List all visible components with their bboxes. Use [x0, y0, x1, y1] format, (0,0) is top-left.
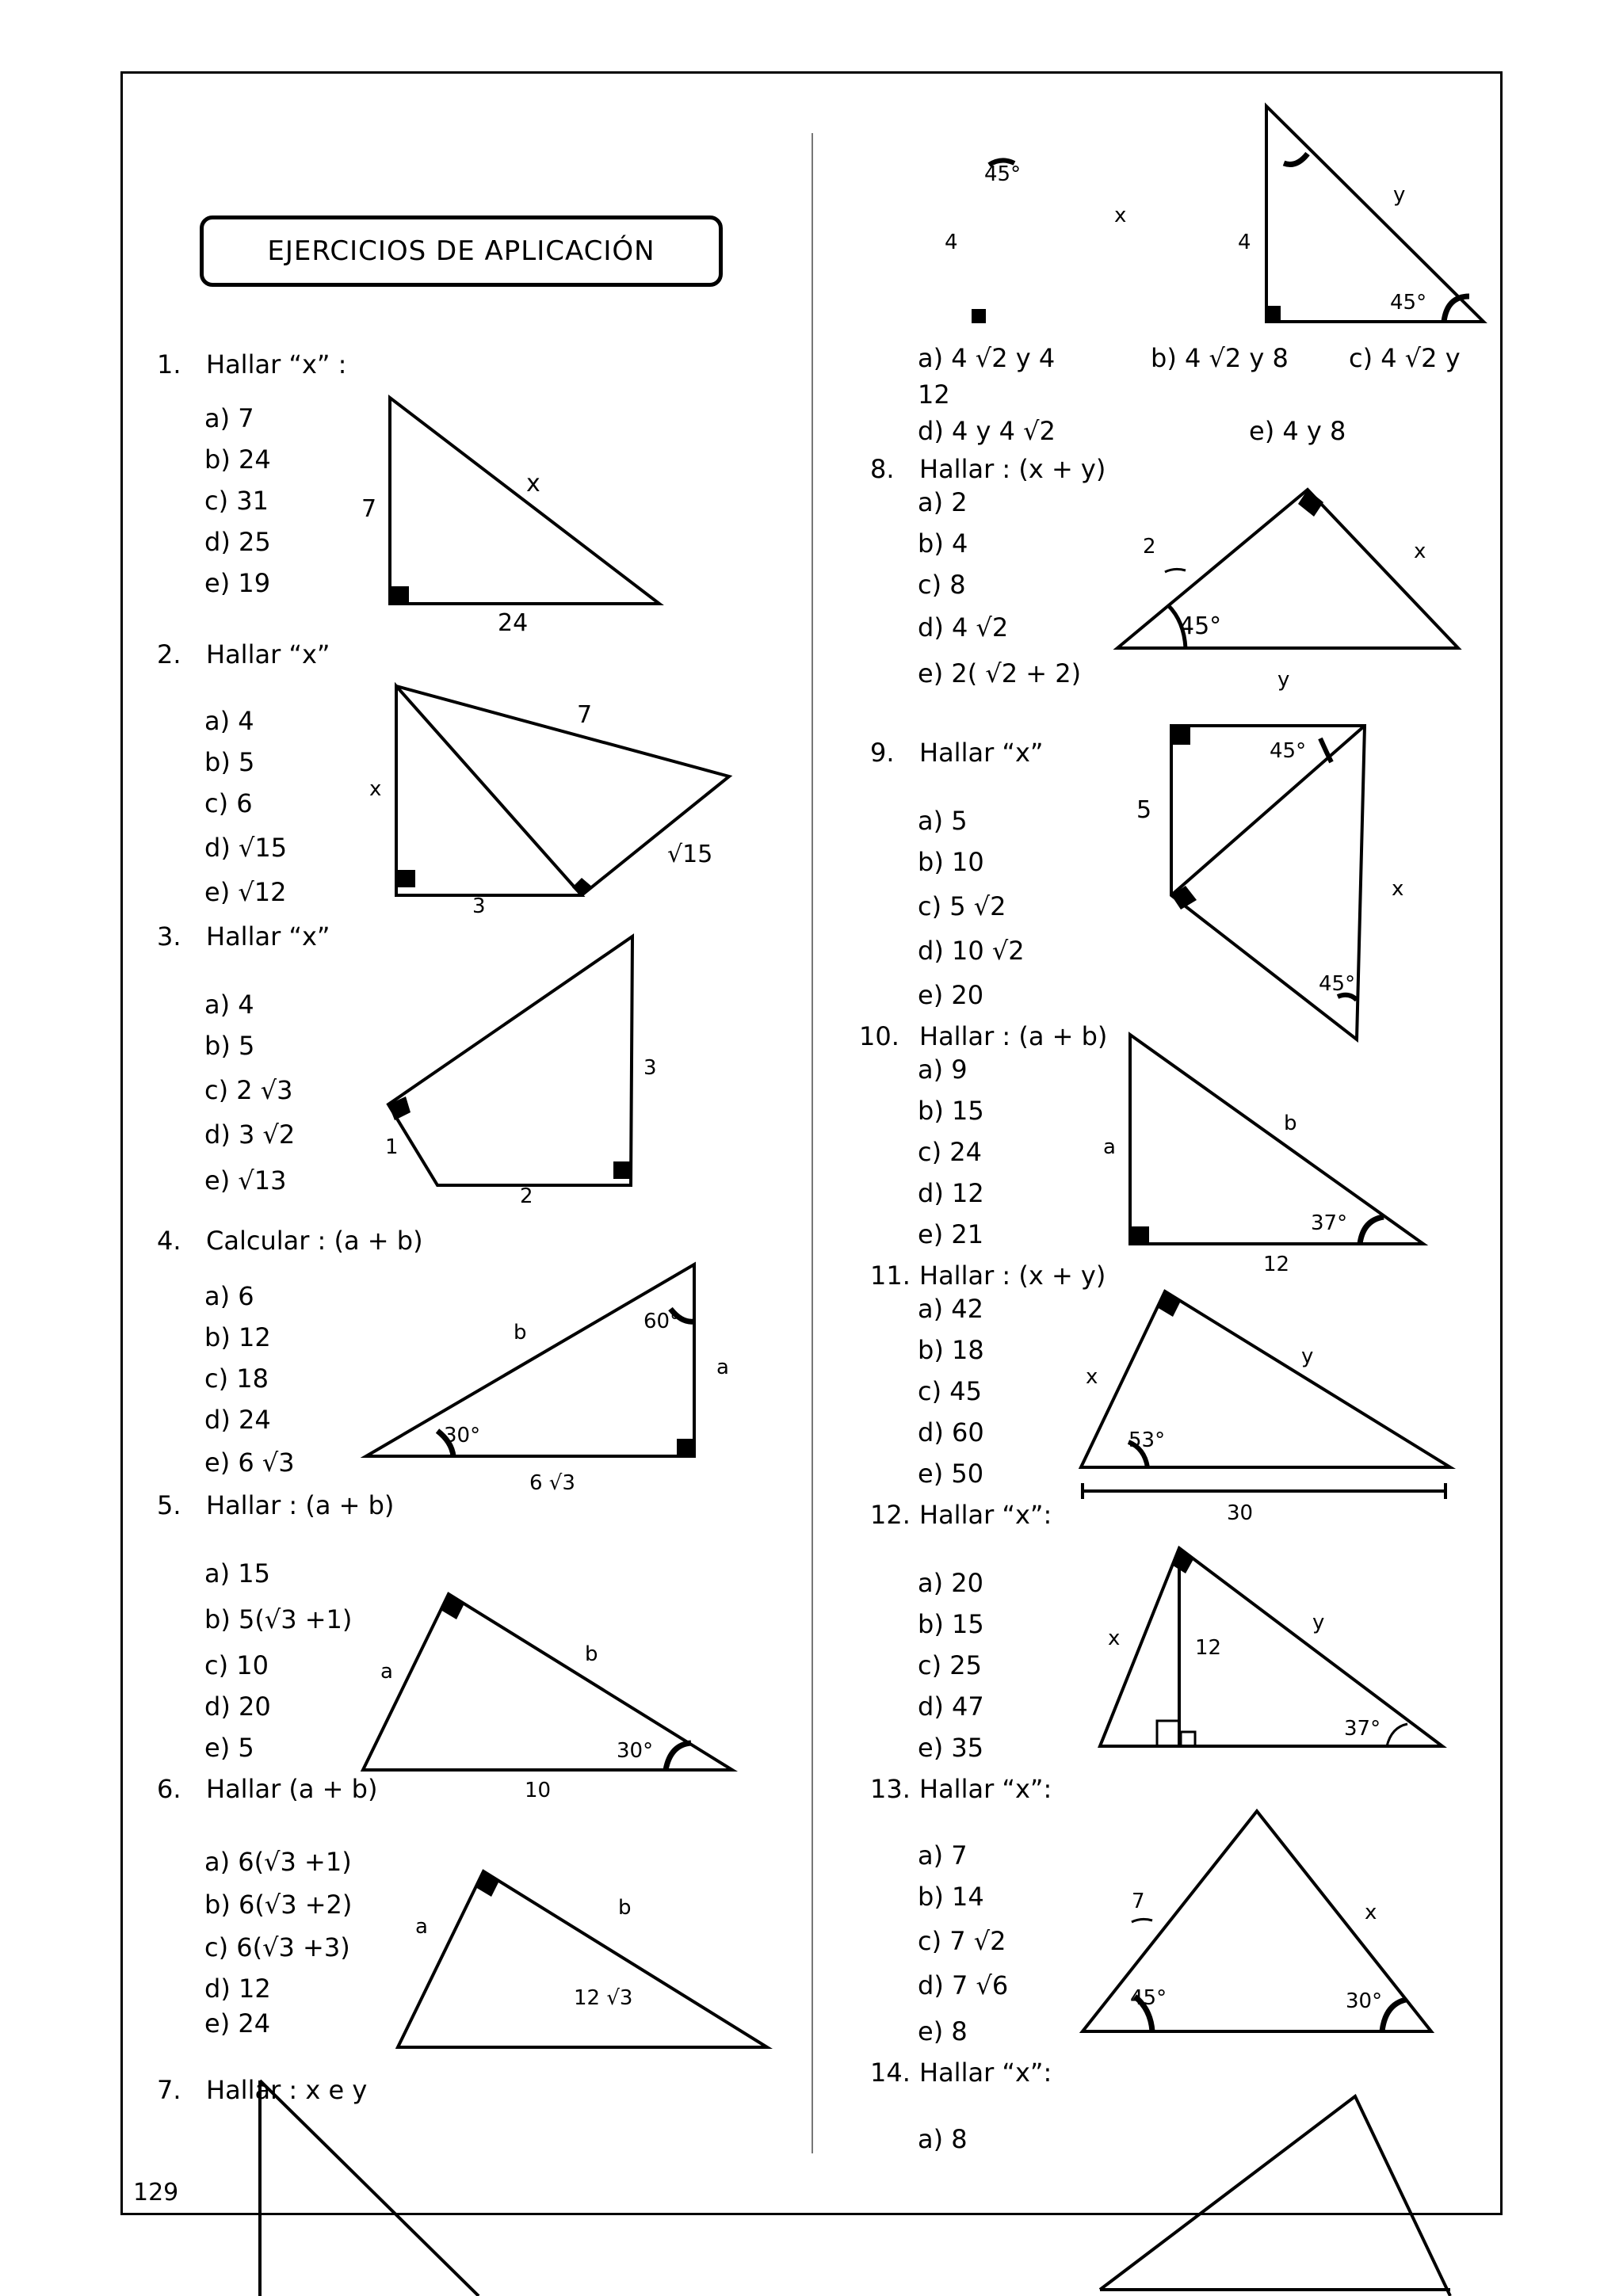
q6-option-d: d) 12: [204, 1974, 271, 2004]
fig12-label-x: x: [1108, 1627, 1121, 1650]
fig13-label-ang1: 45°: [1130, 1986, 1167, 2010]
page-number: 129: [133, 2179, 179, 2206]
fig6-label-inner: 12 √3: [574, 1986, 633, 2010]
q7-option-e: e) 4 y 8: [1249, 416, 1346, 446]
q5-option-d: d) 20: [204, 1691, 271, 1722]
q10-option-b: b) 15: [918, 1096, 984, 1126]
question-10: 10. Hallar : (a + b): [859, 1021, 1108, 1051]
q3-option-e: e) √13: [204, 1165, 287, 1196]
fig10-label-b: b: [1284, 1112, 1297, 1135]
fig7-label-y: y: [1393, 183, 1406, 207]
q4-option-c: c) 18: [204, 1363, 269, 1394]
q12-option-e: e) 35: [918, 1733, 984, 1763]
fig12-label-h: 12: [1195, 1636, 1222, 1660]
fig11-label-bottom: 30: [1227, 1501, 1254, 1525]
fig8-label-x: x: [1414, 540, 1426, 563]
fig8-label-y: y: [1277, 668, 1290, 692]
q12-option-a: a) 20: [918, 1568, 983, 1598]
fig9-label-x: x: [1392, 877, 1404, 901]
fig4-label-b: b: [514, 1321, 527, 1344]
figure-2-triangles: [369, 686, 729, 918]
fig1-label-x: x: [526, 470, 540, 498]
figure-11-triangle: [1081, 1291, 1450, 1525]
question-12: 12. Hallar “x”:: [870, 1500, 1052, 1530]
fig7-label-side: 4: [1238, 231, 1251, 254]
q2-option-d: d) √15: [204, 833, 288, 863]
fig4-label-ang1: 60°: [643, 1310, 681, 1333]
q12-option-b: b) 15: [918, 1609, 984, 1639]
q6-option-e: e) 24: [204, 2008, 271, 2039]
figure-3-quadrilateral: [385, 936, 657, 1208]
fig8-label-ang: 45°: [1179, 612, 1222, 640]
q11-option-d: d) 60: [918, 1417, 984, 1447]
q5-option-c: c) 10: [204, 1650, 269, 1680]
question-14: 14. Hallar “x”:: [870, 2058, 1052, 2088]
q9-option-d: d) 10 √2: [918, 936, 1025, 966]
q7-option-c: c) 4 √2 y: [1349, 343, 1461, 373]
fig3-label-bottom: 2: [520, 1184, 533, 1208]
q4-option-e: e) 6 √3: [204, 1447, 295, 1478]
q7-option-d: d) 4 y 4 √2: [918, 416, 1056, 446]
q5-option-a: a) 15: [204, 1558, 270, 1589]
figure-7-triangle: [260, 2081, 479, 2296]
q1-option-a: a) 7: [204, 403, 254, 433]
q1-option-c: c) 31: [204, 486, 269, 516]
q12-option-c: c) 25: [918, 1650, 982, 1680]
fig5-label-b: b: [585, 1642, 598, 1666]
fig7-label-left: 4: [945, 231, 958, 254]
question-9: 9. Hallar “x”: [870, 738, 1044, 768]
q1-option-d: d) 25: [204, 527, 271, 557]
q8-option-b: b) 4: [918, 528, 968, 559]
question-2: 2. Hallar “x”: [157, 639, 330, 669]
figure-1-triangle: [361, 398, 659, 637]
q7-option-b: b) 4 √2 y 8: [1151, 343, 1289, 373]
figure-5-triangle: [363, 1594, 732, 1802]
q13-option-b: b) 14: [918, 1882, 984, 1912]
q13-option-e: e) 8: [918, 2016, 968, 2046]
fig12-label-ang: 37°: [1344, 1717, 1381, 1741]
figure-7-right-triangle: [945, 106, 1484, 323]
question-8: 8. Hallar : (x + y): [870, 454, 1106, 484]
q2-option-b: b) 5: [204, 747, 255, 777]
q9-option-c: c) 5 √2: [918, 891, 1006, 921]
figure-10-triangle: [1103, 1035, 1423, 1276]
q9-option-b: b) 10: [918, 847, 984, 877]
fig9-label-left: 5: [1136, 796, 1152, 824]
fig10-label-bottom: 12: [1263, 1253, 1290, 1276]
section-title-text: EJERCICIOS DE APLICACIÓN: [267, 235, 655, 267]
figure-14-triangle: [1100, 2096, 1450, 2296]
q10-option-c: c) 24: [918, 1137, 982, 1167]
q1-option-b: b) 24: [204, 444, 271, 475]
q6-option-c: c) 6(√3 +3): [204, 1932, 350, 1962]
fig7-label-ang2: 45°: [1390, 291, 1427, 315]
fig5-label-a: a: [380, 1660, 393, 1684]
q11-option-c: c) 45: [918, 1376, 982, 1406]
fig4-label-ang2: 30°: [444, 1424, 481, 1447]
question-6: 6. Hallar (a + b): [157, 1774, 378, 1804]
figure-6-triangle: [398, 1871, 767, 2047]
fig4-label-a: a: [716, 1356, 729, 1379]
fig2-label-top: 7: [577, 701, 593, 729]
q13-option-d: d) 7 √6: [918, 1970, 1009, 2000]
fig13-label-left: 7: [1132, 1890, 1145, 1913]
q3-option-a: a) 4: [204, 990, 254, 1020]
question-5: 5. Hallar : (a + b): [157, 1490, 395, 1520]
q11-option-e: e) 50: [918, 1459, 984, 1489]
q7-option-a: a) 4 √2 y 4: [918, 343, 1056, 373]
fig3-label-right: 3: [643, 1056, 657, 1080]
fig3-label-left: 1: [385, 1135, 399, 1159]
question-4: 4. Calcular : (a + b): [157, 1226, 423, 1256]
fig5-label-ang: 30°: [617, 1739, 654, 1763]
q10-option-a: a) 9: [918, 1055, 968, 1085]
q6-option-b: b) 6(√3 +2): [204, 1890, 353, 1920]
q11-option-b: b) 18: [918, 1335, 984, 1365]
figure-4-triangle: [366, 1264, 729, 1495]
q7-option-c-cont: 12: [918, 379, 950, 410]
question-11: 11. Hallar : (x + y): [870, 1261, 1106, 1291]
q4-option-a: a) 6: [204, 1281, 254, 1311]
fig6-label-a: a: [415, 1915, 428, 1939]
q13-option-c: c) 7 √2: [918, 1926, 1006, 1956]
fig11-label-y: y: [1301, 1344, 1314, 1368]
q10-option-e: e) 21: [918, 1219, 984, 1249]
fig2-label-right: √15: [667, 841, 713, 868]
q8-option-c: c) 8: [918, 570, 966, 600]
figure-13-triangle: [1083, 1811, 1431, 2031]
fig11-label-x: x: [1086, 1365, 1098, 1389]
q3-option-b: b) 5: [204, 1031, 255, 1061]
fig12-label-y: y: [1312, 1611, 1325, 1634]
q4-option-b: b) 12: [204, 1322, 271, 1352]
q2-option-e: e) √12: [204, 877, 287, 907]
q14-option-a: a) 8: [918, 2124, 968, 2154]
fig11-label-ang: 53°: [1128, 1428, 1166, 1452]
q8-option-d: d) 4 √2: [918, 612, 1009, 643]
question-3: 3. Hallar “x”: [157, 921, 330, 952]
q3-option-d: d) 3 √2: [204, 1119, 296, 1150]
fig4-label-bottom: 6 √3: [529, 1471, 575, 1495]
q1-option-e: e) 19: [204, 568, 271, 598]
fig2-label-left: x: [369, 777, 382, 801]
q3-option-c: c) 2 √3: [204, 1075, 293, 1105]
q5-option-e: e) 5: [204, 1733, 254, 1763]
fig5-label-bottom: 10: [525, 1779, 552, 1802]
question-1: 1. Hallar “x” :: [157, 349, 347, 379]
q11-option-a: a) 42: [918, 1294, 983, 1324]
fig9-label-ang2: 45°: [1319, 972, 1356, 996]
q2-option-a: a) 4: [204, 706, 254, 736]
q8-option-a: a) 2: [918, 487, 968, 517]
fig9-label-ang1: 45°: [1270, 739, 1307, 763]
q9-option-e: e) 20: [918, 980, 984, 1010]
q8-option-e: e) 2( √2 + 2): [918, 658, 1082, 688]
fig1-label-bottom: 24: [498, 609, 529, 637]
q5-option-b: b) 5(√3 +1): [204, 1604, 353, 1634]
q2-option-c: c) 6: [204, 788, 253, 818]
fig7-label-ang1: 45°: [984, 162, 1022, 186]
q13-option-a: a) 7: [918, 1840, 968, 1871]
q4-option-d: d) 24: [204, 1405, 271, 1435]
q12-option-d: d) 47: [918, 1691, 984, 1722]
fig7-label-mid: x: [1114, 204, 1127, 227]
fig13-label-x: x: [1365, 1901, 1377, 1924]
q6-option-a: a) 6(√3 +1): [204, 1847, 352, 1877]
fig10-label-a: a: [1103, 1135, 1116, 1159]
question-7: 7. Hallar : x e y: [157, 2075, 368, 2105]
q10-option-d: d) 12: [918, 1178, 984, 1208]
fig6-label-b: b: [618, 1896, 632, 1920]
figure-9-quadrilateral: [1136, 726, 1403, 1039]
q9-option-a: a) 5: [918, 806, 968, 836]
figure-8-triangle: [1117, 490, 1458, 692]
fig8-label-left: 2: [1143, 535, 1156, 559]
question-13: 13. Hallar “x”:: [870, 1774, 1052, 1804]
figure-12-triangle: [1100, 1548, 1442, 1746]
fig2-label-bottom: 3: [472, 894, 486, 918]
fig1-label-left: 7: [361, 495, 377, 523]
fig10-label-ang: 37°: [1311, 1211, 1348, 1235]
fig13-label-ang2: 30°: [1346, 1989, 1383, 2013]
